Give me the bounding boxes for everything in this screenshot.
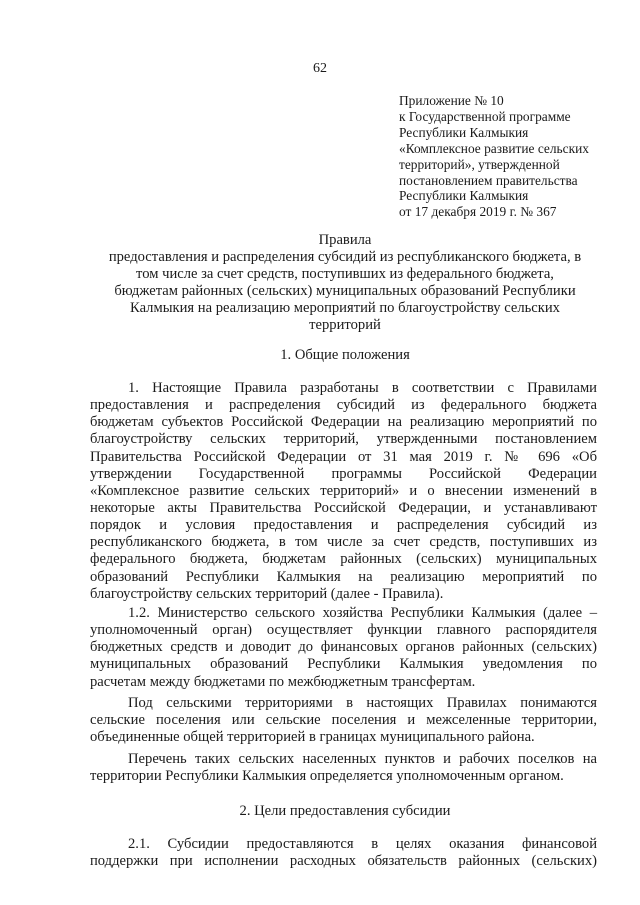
text-line: 1.2. Министерство сельского хозяйства Республики Калмыкия (далее – [128, 605, 597, 621]
text-line: республиканского бюджета, в том числе за счет средств, поступивших из [90, 534, 597, 551]
text-line: 2.1. Субсидии предоставляются в целях оказания финансовой [128, 836, 597, 852]
section1-paragraph-1 [90, 380, 597, 603]
text-line: предоставления и распределения субсидий из федерального бюджета [90, 397, 597, 414]
title-line: территорий [309, 317, 381, 334]
section-heading-general: 1. Общие положения [280, 347, 410, 363]
text-line: Перечень таких сельских населенных пунктов и рабочих поселков на [128, 751, 597, 767]
text-line: расчетам между бюджетами по межбюджетным трансфертам. [90, 673, 476, 690]
title-line: Калмыкия на реализацию мероприятий по благоустройству сельских [130, 300, 560, 317]
appendix-line: постановлением правительства [399, 172, 578, 188]
text-line: бюджетных средств и доводит до финансовых органов районных (сельских) [90, 639, 597, 656]
text-line: Под сельскими территориями в настоящих Правилах понимаются [128, 695, 597, 711]
appendix-line: Республики Калмыкия [399, 124, 529, 140]
title-line: бюджетам районных (сельских) муниципальных образований Республики [114, 283, 576, 300]
appendix-line: территорий», утвержденной [399, 156, 560, 172]
text-line: муниципальных образований Республики Калмыкия уведомления по [90, 656, 597, 673]
text-line: федерального бюджета, бюджетам районных (сельских) муниципальных [90, 551, 597, 568]
text-line: благоустройству сельских территорий, утвержденными постановлением [90, 431, 597, 448]
text-line: благоустройству сельских территорий (далее - Правила). [90, 585, 444, 602]
text-line: поддержки при исполнении расходных обязательств районных (сельских) [90, 853, 597, 870]
text-line: бюджетам субъектов Российской Федерации на реализацию мероприятий по [90, 414, 597, 431]
title-line: предоставления и распределения субсидий из республиканского бюджета, в [108, 249, 582, 266]
text-line: порядок и условия предоставления и распределения субсидий из [90, 517, 597, 534]
text-line: объединенные общей территорией в границах муниципального района. [90, 729, 535, 746]
text-line: утверждении Государственной программы Российской Федерации [90, 465, 597, 482]
text-line: сельские поселения или сельские поселения и межселенные территории, [90, 712, 597, 729]
title-line: Правила [318, 232, 372, 248]
appendix-block [399, 93, 604, 220]
section2-paragraph-1 [90, 836, 597, 870]
appendix-line: Приложение № 10 [399, 93, 504, 108]
text-line: некоторые акты Правительства Российской Федерации, и устанавливают [90, 499, 597, 516]
text-line: уполномоченный орган) осуществляет функции главного распорядителя [90, 622, 597, 639]
appendix-line: «Комплексное развитие сельских [399, 140, 589, 156]
appendix-line: к Государственной программе [399, 108, 571, 124]
text-line: образований Республики Калмыкия на реализацию мероприятий по [90, 568, 597, 585]
title-line: том числе за счет средств, поступивших из федерального бюджета, [136, 266, 554, 283]
text-line: территории Республики Калмыкия определяется уполномоченным органом. [90, 768, 564, 785]
text-line: «Комплексное развитие сельских территорий» и о внесении изменений в [90, 482, 597, 499]
section1-paragraph-3 [90, 695, 597, 746]
document-title [90, 232, 600, 335]
appendix-line: Республики Калмыкия [399, 188, 529, 204]
section-heading-goals: 2. Цели предоставления субсидии [239, 803, 451, 819]
page-number: 62 [313, 61, 327, 76]
text-line: 1. Настоящие Правила разработаны в соответствии с Правилами [128, 380, 597, 396]
section1-paragraph-2 [90, 605, 597, 691]
section1-paragraph-4 [90, 751, 597, 785]
appendix-line: от 17 декабря 2019 г. № 367 [399, 204, 557, 220]
text-line: Правительства Российской Федерации от 31 мая 2019 г. № 696 «Об [90, 448, 597, 465]
